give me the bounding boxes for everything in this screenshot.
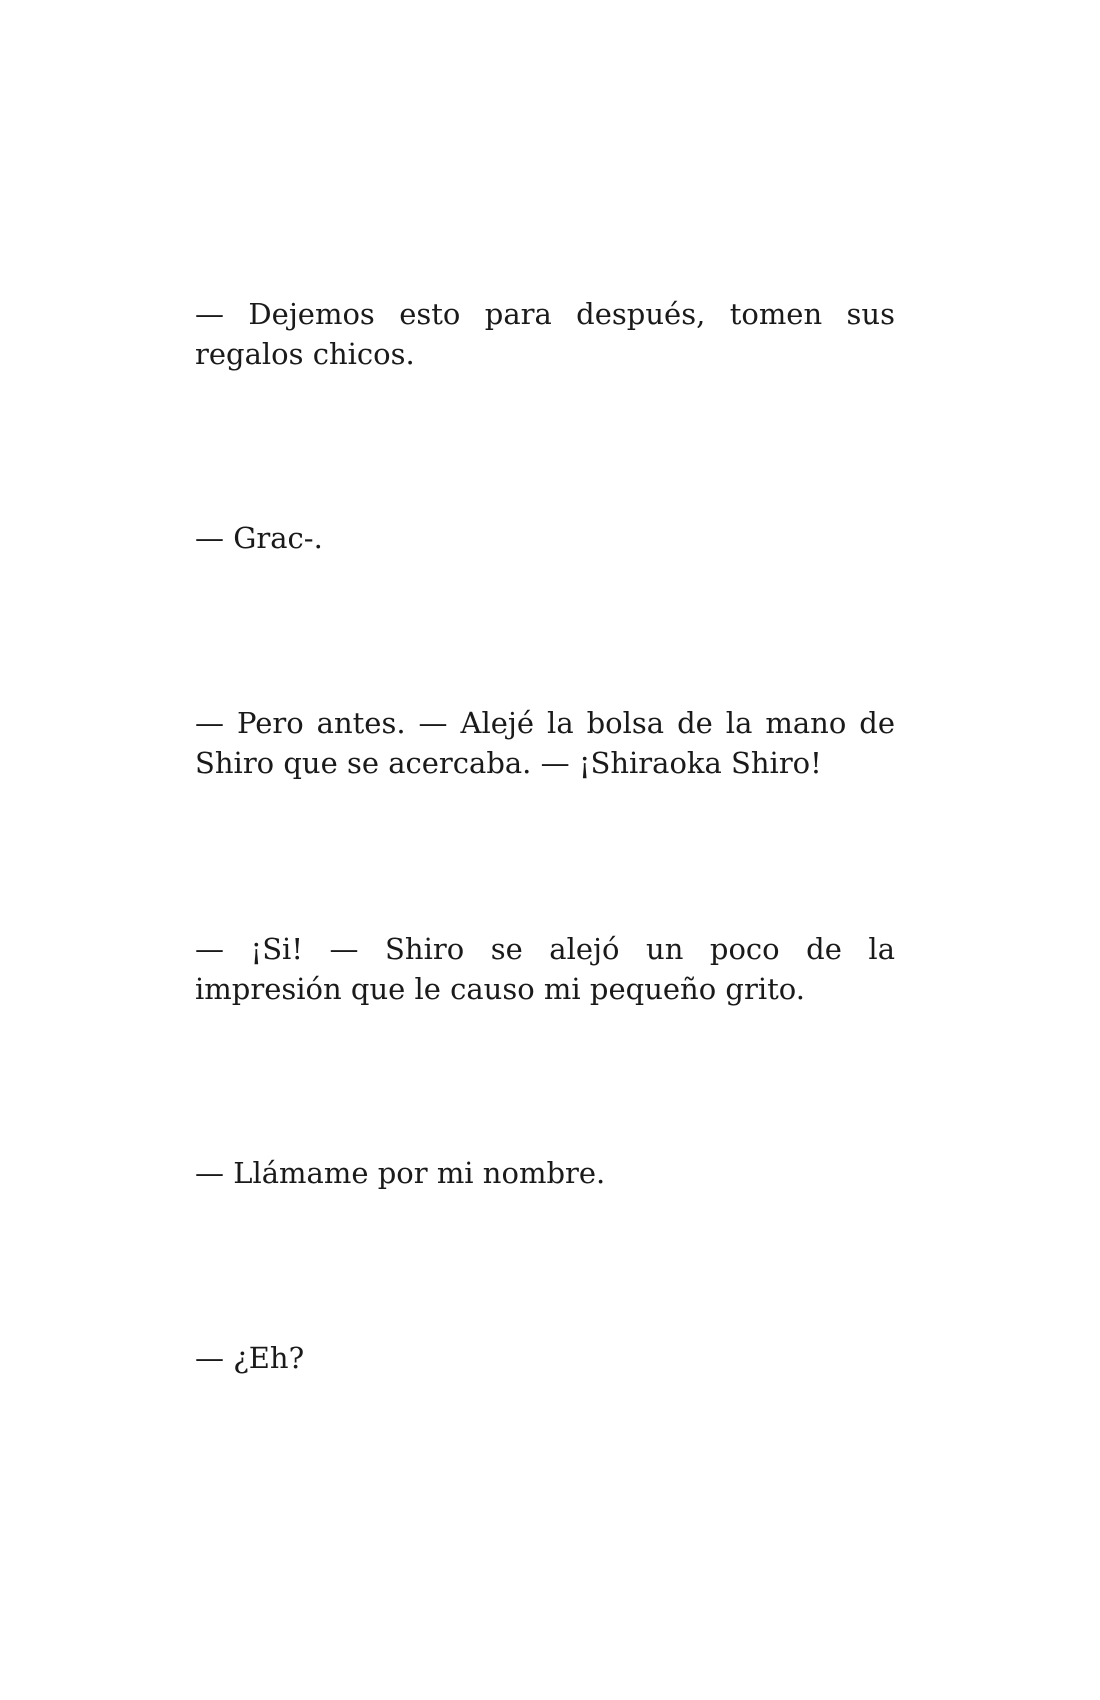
paragraph-6: — ¿Eh? xyxy=(195,1341,305,1375)
paragraph-4: — ¡Si! — Shiro se alejó un poco de la impresión que le causo mi pequeño grito. xyxy=(195,932,895,1006)
paragraph-2: — Grac-. xyxy=(195,521,323,555)
paragraph-5: — Llámame por mi nombre. xyxy=(195,1156,606,1190)
paragraph-3: — Pero antes. — Alejé la bolsa de la mano de Shiro que se acercaba. — ¡Shiraoka Shiro! xyxy=(195,706,895,780)
paragraph-1: — Dejemos esto para después, tomen sus regalos chicos. xyxy=(195,297,895,371)
